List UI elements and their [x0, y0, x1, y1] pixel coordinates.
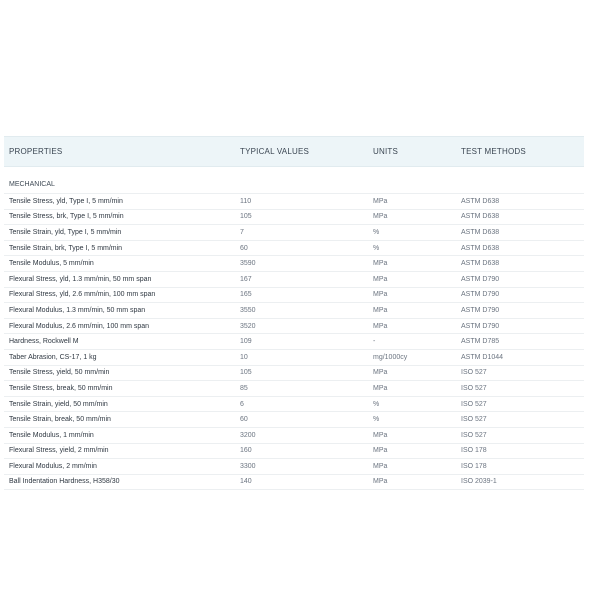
unit-cell: -	[373, 338, 376, 346]
value-cell: 3590	[240, 260, 256, 268]
unit-cell: MPa	[373, 322, 388, 330]
unit-cell: MPa	[373, 478, 388, 486]
unit-cell: %	[373, 416, 380, 424]
property-cell: Tensile Strain, break, 50 mm/min	[9, 416, 111, 424]
value-cell: 110	[240, 197, 252, 205]
value-cell: 167	[240, 275, 252, 283]
test-method-cell: ISO 527	[461, 431, 487, 439]
header-test-methods: TEST METHODS	[461, 147, 526, 156]
table-row	[4, 397, 584, 413]
unit-cell: %	[373, 244, 380, 252]
header-units: UNITS	[373, 147, 398, 156]
test-method-cell: ASTM D638	[461, 213, 500, 221]
test-method-cell: ASTM D790	[461, 306, 500, 314]
test-method-cell: ISO 527	[461, 416, 487, 424]
value-cell: 3300	[240, 462, 256, 470]
table-row	[4, 475, 584, 491]
unit-cell: %	[373, 228, 380, 236]
test-method-cell: ISO 527	[461, 384, 487, 392]
unit-cell: MPa	[373, 384, 388, 392]
value-cell: 160	[240, 447, 252, 455]
property-cell: Flexural Modulus, 2 mm/min	[9, 462, 97, 470]
property-cell: Flexural Stress, yield, 2 mm/min	[9, 447, 109, 455]
table-row	[4, 272, 584, 288]
test-method-cell: ISO 527	[461, 369, 487, 377]
test-method-cell: ASTM D785	[461, 338, 500, 346]
property-cell: Tensile Modulus, 1 mm/min	[9, 431, 94, 439]
table-row	[4, 319, 584, 335]
property-cell: Flexural Stress, yld, 1.3 mm/min, 50 mm span	[9, 275, 152, 283]
table-row	[4, 350, 584, 366]
value-cell: 140	[240, 478, 252, 486]
table-row	[4, 241, 584, 257]
unit-cell: MPa	[373, 447, 388, 455]
test-method-cell: ASTM D638	[461, 244, 500, 252]
unit-cell: MPa	[373, 213, 388, 221]
properties-table	[4, 136, 584, 490]
table-row	[4, 225, 584, 241]
value-cell: 7	[240, 228, 244, 236]
unit-cell: mg/1000cy	[373, 353, 408, 361]
property-cell: Tensile Modulus, 5 mm/min	[9, 260, 94, 268]
test-method-cell: ASTM D790	[461, 291, 500, 299]
unit-cell: MPa	[373, 260, 388, 268]
table-row	[4, 381, 584, 397]
unit-cell: MPa	[373, 462, 388, 470]
unit-cell: %	[373, 400, 380, 408]
value-cell: 3520	[240, 322, 256, 330]
property-cell: Tensile Strain, brk, Type I, 5 mm/min	[9, 244, 123, 252]
property-cell: Flexural Modulus, 2.6 mm/min, 100 mm span	[9, 322, 150, 330]
table-row	[4, 444, 584, 460]
table-row	[4, 428, 584, 444]
test-method-cell: ASTM D638	[461, 197, 500, 205]
table-row	[4, 334, 584, 350]
table-row	[4, 256, 584, 272]
value-cell: 10	[240, 353, 248, 361]
header-typical-values: TYPICAL VALUES	[240, 147, 310, 156]
test-method-cell: ISO 527	[461, 400, 487, 408]
table-header	[4, 136, 584, 167]
value-cell: 60	[240, 416, 248, 424]
value-cell: 105	[240, 369, 252, 377]
test-method-cell: ASTM D790	[461, 275, 500, 283]
table-row	[4, 366, 584, 382]
value-cell: 105	[240, 213, 252, 221]
property-cell: Flexural Stress, yld, 2.6 mm/min, 100 mm span	[9, 291, 156, 299]
property-cell: Tensile Strain, yield, 50 mm/min	[9, 400, 108, 408]
test-method-cell: ASTM D1044	[461, 353, 504, 361]
table-row	[4, 412, 584, 428]
value-cell: 6	[240, 400, 244, 408]
unit-cell: MPa	[373, 431, 388, 439]
property-cell: Hardness, Rockwell M	[9, 338, 79, 346]
table-body	[4, 194, 584, 490]
test-method-cell: ASTM D638	[461, 228, 500, 236]
value-cell: 165	[240, 291, 252, 299]
table-row	[4, 194, 584, 210]
table-row	[4, 459, 584, 475]
unit-cell: MPa	[373, 291, 388, 299]
unit-cell: MPa	[373, 306, 388, 314]
property-cell: Tensile Strain, yld, Type I, 5 mm/min	[9, 228, 122, 236]
property-cell: Tensile Stress, yld, Type I, 5 mm/min	[9, 197, 123, 205]
unit-cell: MPa	[373, 197, 388, 205]
section-mechanical: MECHANICAL	[4, 175, 584, 194]
property-cell: Tensile Stress, brk, Type I, 5 mm/min	[9, 213, 124, 221]
unit-cell: MPa	[373, 369, 388, 377]
property-cell: Tensile Stress, break, 50 mm/min	[9, 384, 113, 392]
test-method-cell: ISO 178	[461, 447, 487, 455]
value-cell: 60	[240, 244, 248, 252]
test-method-cell: ASTM D638	[461, 260, 500, 268]
property-cell: Ball Indentation Hardness, H358/30	[9, 478, 120, 486]
table-row	[4, 288, 584, 304]
value-cell: 109	[240, 338, 252, 346]
test-method-cell: ISO 2039-1	[461, 478, 497, 486]
value-cell: 85	[240, 384, 248, 392]
test-method-cell: ISO 178	[461, 462, 487, 470]
header-properties: PROPERTIES	[9, 147, 63, 156]
test-method-cell: ASTM D790	[461, 322, 500, 330]
value-cell: 3550	[240, 306, 256, 314]
unit-cell: MPa	[373, 275, 388, 283]
table-row	[4, 210, 584, 226]
table-row	[4, 303, 584, 319]
property-cell: Tensile Stress, yield, 50 mm/min	[9, 369, 110, 377]
value-cell: 3200	[240, 431, 256, 439]
property-cell: Flexural Modulus, 1.3 mm/min, 50 mm span	[9, 306, 146, 314]
property-cell: Taber Abrasion, CS-17, 1 kg	[9, 353, 97, 361]
